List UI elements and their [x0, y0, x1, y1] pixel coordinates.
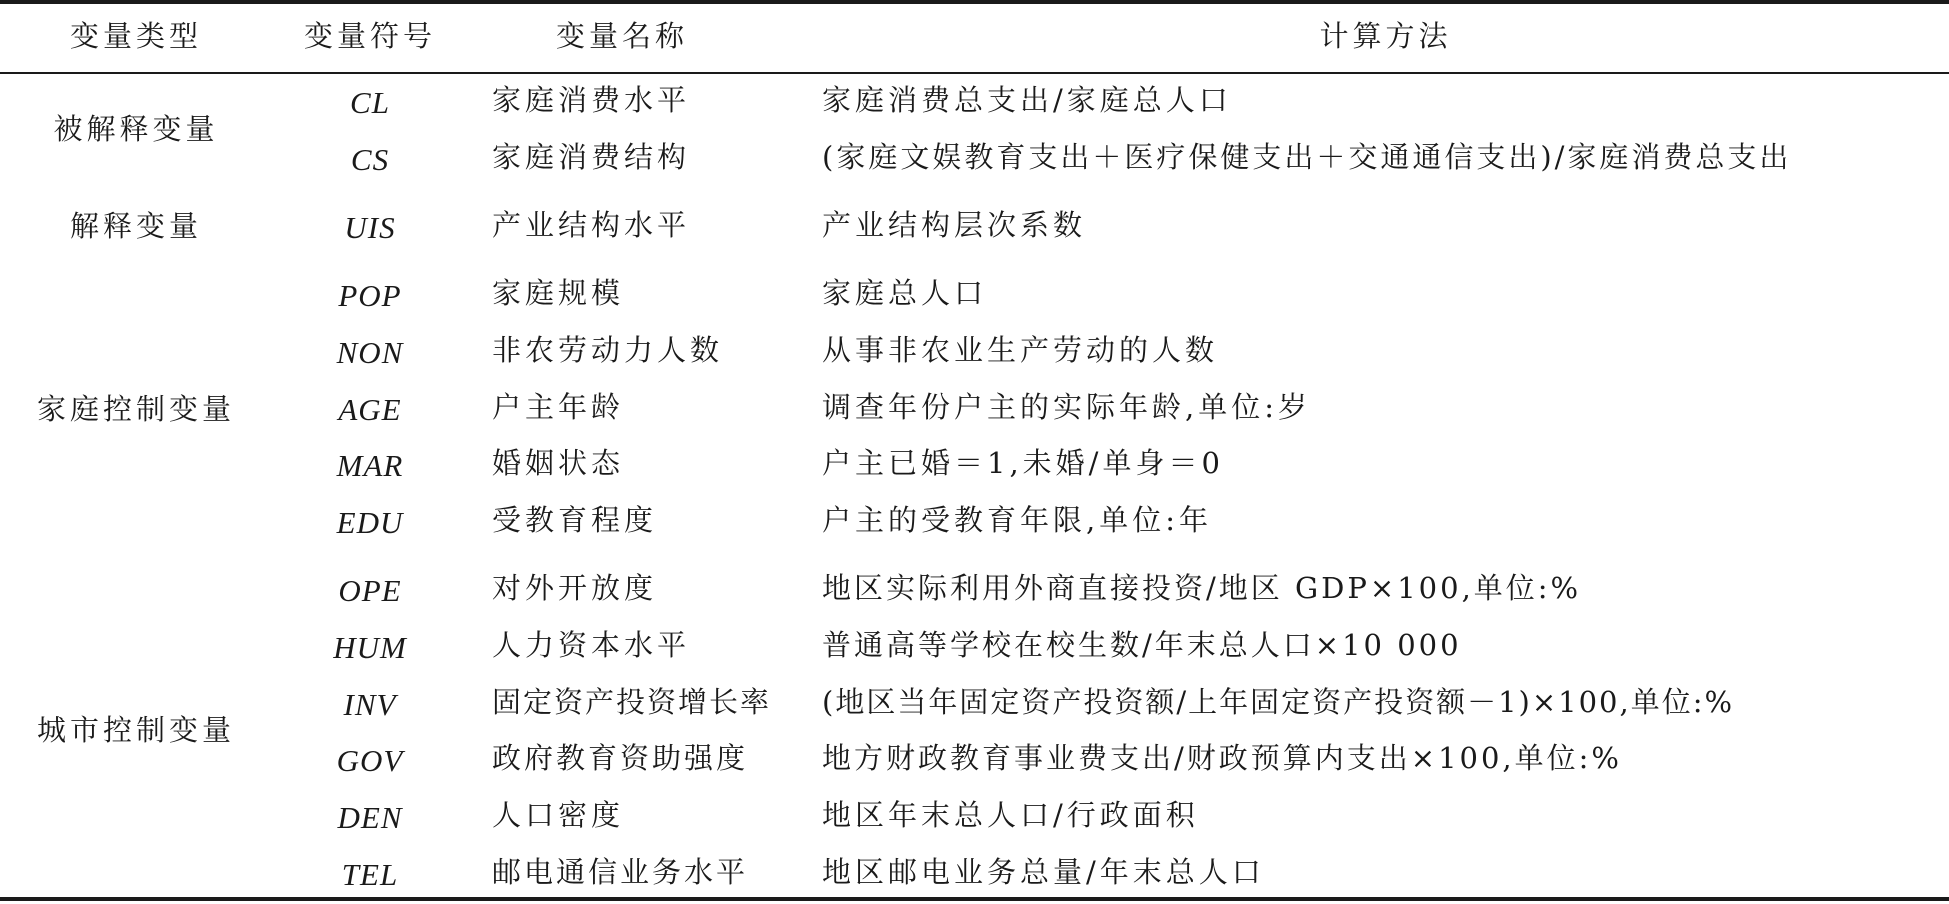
variable-symbol: CL — [350, 85, 390, 120]
table-top-rule — [0, 0, 1949, 4]
table-header-rule — [0, 72, 1949, 74]
variable-name: 政府教育资助强度 — [492, 741, 749, 775]
calculation-method: 普通高等学校在校生数/年末总人口×10 000 — [822, 628, 1462, 662]
variable-name: 家庭消费水平 — [492, 83, 691, 117]
header-variable-type: 变量类型 — [69, 19, 202, 53]
group-label-explanatory: 解释变量 — [69, 209, 202, 243]
variable-name: 家庭消费结构 — [492, 140, 691, 174]
variable-name: 邮电通信业务水平 — [492, 855, 749, 889]
calculation-method: 调查年份户主的实际年龄,单位:岁 — [822, 390, 1311, 424]
variable-name: 人口密度 — [492, 798, 625, 832]
variable-name: 非农劳动力人数 — [492, 333, 724, 367]
calculation-method: 地方财政教育事业费支出/财政预算内支出×100,单位:% — [822, 741, 1622, 775]
calculation-method: 产业结构层次系数 — [822, 208, 1087, 242]
table-bottom-rule — [0, 897, 1949, 901]
variable-name: 婚姻状态 — [492, 446, 625, 480]
header-variable-symbol: 变量符号 — [303, 19, 436, 53]
calculation-method: 家庭消费总支出/家庭总人口 — [822, 83, 1232, 117]
variable-symbol: NON — [336, 335, 404, 370]
calculation-method: 从事非农业生产劳动的人数 — [822, 333, 1219, 367]
variable-name: 对外开放度 — [492, 571, 658, 605]
calculation-method: 地区实际利用外商直接投资/地区 GDP×100,单位:% — [822, 571, 1582, 605]
calculation-method: (地区当年固定资产投资额/上年固定资产投资额－1)×100,单位:% — [822, 685, 1735, 719]
calculation-method: (家庭文娱教育支出＋医疗保健支出＋交通通信支出)/家庭消费总支出 — [822, 140, 1792, 174]
calculation-method: 地区邮电业务总量/年末总人口 — [822, 855, 1265, 889]
header-calculation-method: 计算方法 — [1319, 19, 1452, 53]
calculation-method: 地区年末总人口/行政面积 — [822, 798, 1199, 832]
variable-symbol: UIS — [344, 210, 396, 245]
variable-symbol: DEN — [337, 800, 403, 835]
variable-name: 受教育程度 — [492, 503, 658, 537]
variable-name: 产业结构水平 — [492, 208, 691, 242]
group-label-household-control: 家庭控制变量 — [36, 392, 235, 426]
calculation-method: 户主的受教育年限,单位:年 — [822, 503, 1212, 537]
variable-symbol: TEL — [341, 857, 399, 892]
variable-name: 家庭规模 — [492, 276, 625, 310]
calculation-method: 户主已婚＝1,未婚/单身＝0 — [822, 446, 1224, 480]
variable-symbol: AGE — [338, 392, 402, 427]
variable-symbol: GOV — [336, 743, 404, 778]
variable-symbol: MAR — [336, 448, 404, 483]
calculation-method: 家庭总人口 — [822, 276, 988, 310]
variable-symbol: INV — [343, 687, 397, 722]
variable-symbol: EDU — [336, 505, 404, 540]
variable-symbol: HUM — [333, 630, 407, 665]
header-variable-name: 变量名称 — [555, 19, 688, 53]
variable-name: 户主年龄 — [492, 390, 625, 424]
variable-name: 人力资本水平 — [492, 628, 691, 662]
variable-symbol: POP — [338, 278, 402, 313]
variable-name: 固定资产投资增长率 — [492, 685, 772, 719]
variable-symbol: OPE — [338, 573, 402, 608]
group-label-dependent: 被解释变量 — [53, 112, 219, 146]
variable-symbol: CS — [350, 142, 390, 177]
group-label-city-control: 城市控制变量 — [36, 713, 235, 747]
